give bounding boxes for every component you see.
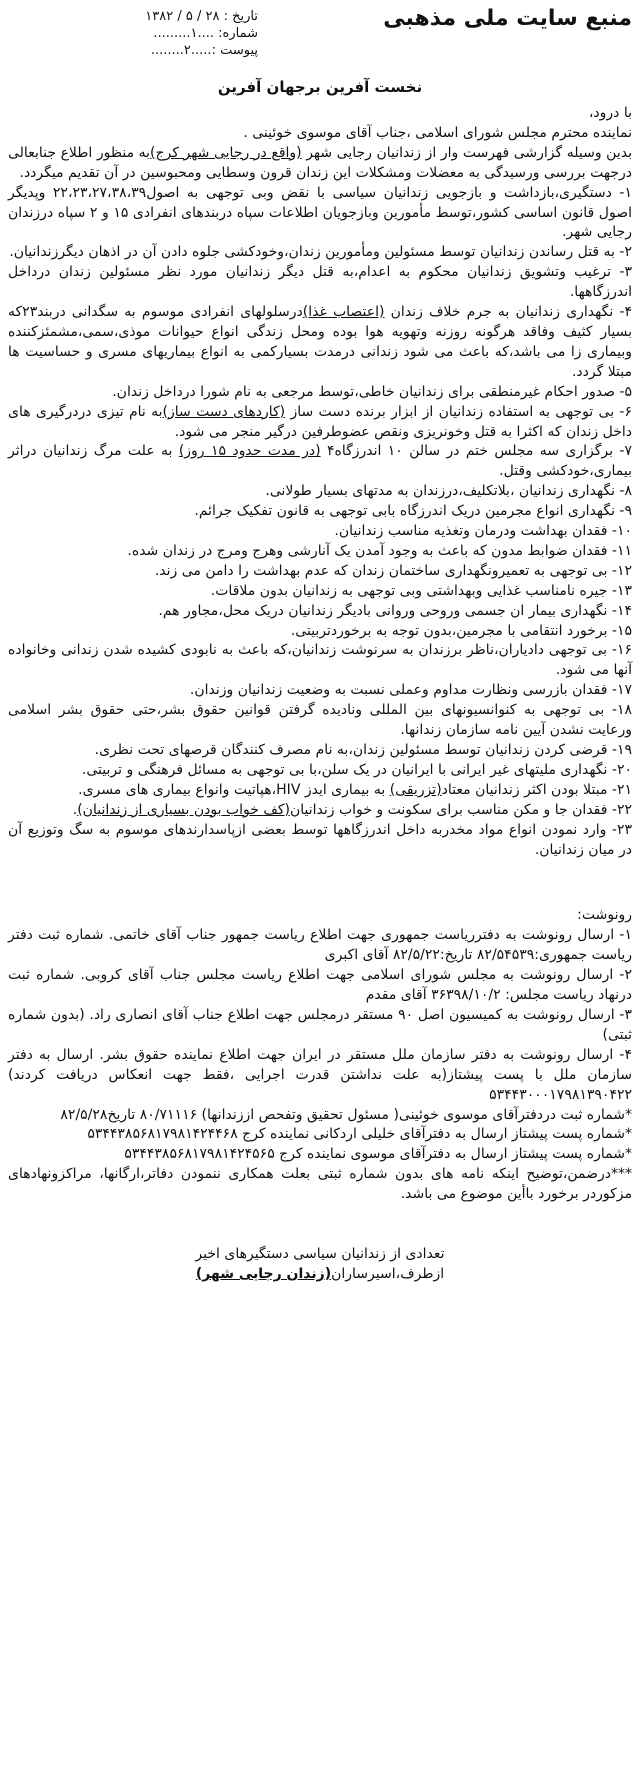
- item-text-end: به بیماری ایدز HIV،هپاتیت وانواع بیماری های مسری.: [78, 781, 390, 798]
- complaint-item: ۱۲- بی توجهی به تعمیرونگهداری ساختمان زندان که عدم بهداشت را دامن می زند.: [154, 562, 632, 579]
- complaint-item: [8, 442, 632, 482]
- complaint-item: ۳- ترغیب وتشویق زندانیان محکوم به اعدام،به قتل دیگر زندانیان مورد نظر مسئولین زندان درداخل اندرزگاهها.: [8, 264, 632, 301]
- complaint-item: ۲۳- وارد نمودن انواع مواد مخدربه داخل اندرزگاهها توسط بعضی ازپاسدارندهای موسوم به سگ وتوزیع آن در میان زندانیان.: [8, 821, 632, 858]
- complaint-item: [8, 403, 632, 443]
- opening-underlined: (واقع در رجایی شهر کرج): [150, 144, 302, 161]
- copies-heading: رونوشت:: [577, 907, 632, 924]
- signature-line: تعدادی از زندانیان سیاسی دستگیرهای اخیر: [195, 1246, 445, 1263]
- header-title: منبع سایت ملی مذهبی: [383, 6, 632, 31]
- complaint-item: ۱۶- بی توجهی دادیاران،ناظر برزندان به سرنوشت زندانیان،که باعث به نابودی کشیده شدن زندانی وخانواده آنها می شود.: [8, 642, 632, 679]
- item-text-end: درسلولهای انفرادی موسوم به سگدانی دربند۲۳که بسیار کثیف وفاقد هرگونه روزنه وتهویه هوا بوده ومحل زندگی انواع حیوانات موذی،سمی،مشمئزکننده وبیماری زا می باشد،که باعث می شود زندانی درمدت بسیارکمی به انواع بیماریهای مسری و حساسیت ها مبتلا گردد.: [8, 304, 632, 380]
- complaint-item: ۱۸- بی توجهی به کنوانسیونهای بین المللی ونادیده گرفتن قوانین حقوق بشر،حتی حقوق بشر اسلامی ورعایت نشدن آیین نامه سازمان زندانها.: [8, 702, 632, 739]
- complaint-item: ۱۱- فقدان ضوابط مدون که باعث به وجود آمدن یک آنارشی وهرج ومرج در زندان شده.: [127, 542, 632, 559]
- item-underlined: (کف خواب بودن بسیاری از زندانیان): [77, 801, 290, 818]
- signature-prefix: ازطرف،اسیرساران: [331, 1265, 445, 1282]
- letter-number: شماره: ....۱.........: [153, 26, 258, 41]
- complaint-item: ۹- نگهداری انواع مجرمین دریک اندرزگاه بابی توجهی به قانون تفکیک جرائم.: [194, 503, 632, 520]
- opening-text-end: به منظور اطلاع جنابعالی درجهت بررسی ورسیدگی به معضلات ومشکلات این زندان قرون وسطایی ومحبوسین در آن تقدیم میگردد.: [8, 144, 632, 181]
- item-text: ۲۱- مبتلا بودن اکثر زندانیان معتاد: [441, 781, 632, 798]
- complaint-item: [8, 801, 632, 821]
- item-text-end: به نام تیزی درد‌رگیری های داخل زندان که اکثرا به قتل وخونریزی ونقص عضوطرفین درگیر منجر می شود.: [8, 403, 632, 440]
- signature-block: [8, 1245, 632, 1285]
- letter-date: تاریخ : ۲۸ / ۵ / ۱۳۸۲: [145, 9, 258, 24]
- copy-item: *شماره ثبت دردفترآقای موسوی خوئینی( مسئول تحقیق وتفحص اززندانها) ۸۰/۷۱۱۱۶ تاریخ۸۲/۵/۲۸: [60, 1106, 632, 1123]
- complaint-item: ۱- دستگیری،بازداشت و بازجویی زندانیان سیاسی با نقض وبی توجهی به اصول۲۲،۲۳،۲۷،۳۸،۳۹ وپدیگر اصول قانون اساسی کشور،توسط مأمورین وبازجویان اطلاعات سپاه دربندهای انفرادی ۱۵ و ۲ سپاه درزندان رجایی شهر.: [8, 184, 632, 241]
- addressee: نماینده محترم مجلس شورای اسلامی ،جناب آقای موسوی خوئینی .: [243, 124, 632, 141]
- complaint-item: ۲۰- نگهداری ملیتهای غیر ایرانی با ایرانیان در یک سلن،با بی توجهی به مسائل فرهنگی و تربیتی.: [81, 761, 632, 778]
- item-text: ۷- برگزاری سه مجلس ختم در سالن ۱۰ اندرزگاه۴: [320, 443, 632, 460]
- complaint-item: ۲- به قتل رساندن زندانیان توسط مسئولین ومأمورین زندان،وخودکشی جلوه دادن آن در اذهان دیگرزندانیان.: [9, 244, 632, 261]
- copy-item: ۲- ارسال رونوشت به مجلس شورای اسلامی جهت اطلاع ریاست مجلس جناب آقای کروبی. شماره ثبت درنهاد ریاست مجلس: ۳۶۳۹۸/۱۰/۲ آقای مقدم: [8, 967, 632, 1004]
- complaint-item: ۱۷- فقدان بازرسی ونظارت مداوم وعملی نسبت به وضعیت زندانیان وزندان.: [189, 682, 632, 699]
- complaint-item: [8, 303, 632, 383]
- complaint-item: ۱۰- فقدان بهداشت ودرمان وتغذیه مناسب زندانیان.: [334, 523, 632, 540]
- item-text: ۶- بی توجهی به استفاده زندانیان از ابزار برنده دست ساز: [285, 403, 633, 420]
- item-underlined: (در مدت حدود ۱۵ روز): [178, 443, 321, 460]
- opening-paragraph: [8, 144, 632, 184]
- copy-item: ۱- ارسال رونوشت به دفترریاست جمهوری جهت اطلاع ریاست جمهور جناب آقای خاتمی. شماره ثبت دفتر ریاست جمهوری:۸۲/۵۴۵۳۹ تاریخ:۸۲/۵/۲۲ آقای اکبری: [8, 927, 632, 964]
- item-underlined: (اعتصاب غذا): [302, 304, 385, 321]
- copy-item: ۴- ارسال رونوشت به دفتر سازمان ملل مستقر در ایران جهت اطلاع نماینده حقوق بشر. ارسال به دفتر سازمان ملل با پست پیشتاز(به علت نداشتن قدرت اجرایی ،فقط جهت انعکاس دریافت کردند) ۵۳۴۴۳۰۰۰۱۷۹۸۱۳۹۰۴۲۲: [8, 1046, 632, 1103]
- opening-text: بدین وسیله گزارشی فهرست وار از زندانیان رجایی شهر: [301, 144, 632, 161]
- item-text: ۲۲- فقدان جا و مکن مناسب برای سکونت و خواب زندانیان: [289, 801, 632, 818]
- copy-item: *شماره پست پیشتاز ارسال به دفترآقای موسوی نماینده کرج ۵۳۴۴۳۸۵۶۸۱۷۹۸۱۴۲۴۵۶۵: [124, 1146, 632, 1163]
- complaint-item: ۱۴- نگهداری بیمار ان جسمی وروحی وروانی بادیگر زندانیان دریک محل،مجاور هم.: [158, 602, 632, 619]
- item-underlined: (تزریقی): [389, 781, 442, 798]
- complaint-item: ۱۹- قرضی کردن زندانیان توسط مسئولین زندان،به نام مصرف کنندگان قرصهای تحت نظری.: [94, 742, 632, 758]
- greeting: با درود،: [588, 105, 632, 121]
- complaint-item: ۸- نگهداری زندانیان ،بلاتکلیف،درزندان به مدتهای بسیار طولانی.: [265, 483, 632, 500]
- complaint-item: ۵- صدور احکام غیرمنطقی برای زندانیان خاطی،توسط مرجعی به نام شورا درداخل زندان.: [112, 383, 632, 400]
- complaint-item: ۱۵- برخورد انتقامی با مجرمین،بدون توجه به برخوردتربیتی.: [290, 622, 632, 639]
- copy-note: ***درضمن،توضیح اینکه نامه های بدون شماره ثبتی بعلت همکاری ننمودن دفاتر،ارگانها، مراکزونهادهای مزکوردر برخورد باأین موضوع می باشد.: [8, 1166, 632, 1203]
- signature-line-2: [8, 1265, 632, 1285]
- item-text-end: به علت مرگ زندانیان دراثر بیماری،خودکشی وقتل.: [8, 443, 632, 480]
- complaint-item: [8, 781, 632, 801]
- letter-body: [8, 104, 632, 1285]
- intro-line: نخست آفرین برجهان آفرین: [217, 78, 423, 96]
- copy-item: *شماره پست پیشتاز ارسال به دفترآقای خلیلی اردکانی نماینده کرج ۵۳۴۴۳۸۵۶۸۱۷۹۸۱۴۲۴۴۶۸: [87, 1126, 632, 1143]
- item-text-end: .: [72, 801, 78, 818]
- complaint-item: ۱۳- جیره نامناسب غذایی وبهداشتی وبی توجهی به زندانیان بدون ملاقات.: [210, 582, 632, 599]
- item-underlined: (کاردهای دست ساز): [162, 403, 286, 420]
- letter-attachment: پیوست :.....۲........: [150, 43, 258, 58]
- item-text: ۴- نگهداری زندانیان به جرم خلاف زندان: [384, 304, 632, 321]
- signature-underlined: (زندان رجایی شهر): [195, 1265, 332, 1282]
- copy-item: ۳- ارسال رونوشت به کمیسیون اصل ۹۰ مستقر درمجلس جهت اطلاع جناب آقای انصاری راد. (بدون شماره ثبتی): [8, 1006, 632, 1043]
- letter-meta: [28, 8, 258, 59]
